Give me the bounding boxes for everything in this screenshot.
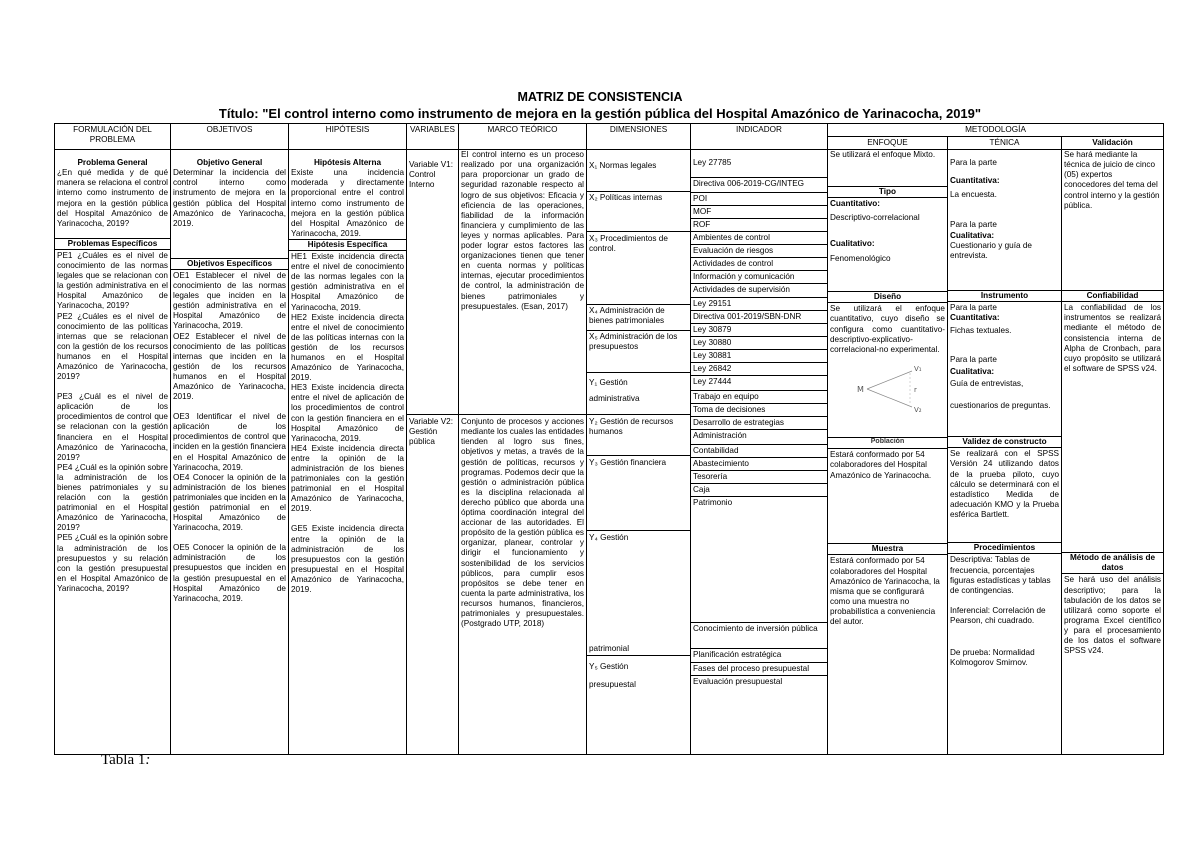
hipotesis-alterna-title: Hipótesis Alterna: [313, 158, 382, 168]
dimension-x3: X₃ Procedimientos de control.: [587, 232, 690, 305]
confiabilidad-title: Confiabilidad: [1062, 290, 1163, 302]
marco-gestion-publica: Conjunto de procesos y acciones mediante los cuales las entidades tienden al logro sus fines, objetivos y metas, a través de la gestión de políticas, recursos y programas. Podemos decir que la gestión o administración pública es la disciplina relacionada al derecho público que aborda una óptima coordinación integral del accionar de las autoridades. El propósito de la gestión pública es organizar, planear, controlar y dirigir el funcionamiento y sostenibilidad de los servicios públicos, para cumplir esos propósitos se debe tener en cuenta la parte administrativa, los recursos humanos, financieros, patrimoniales y presupuestales. (Postgrado UTP, 2018): [461, 417, 584, 629]
indicador-item: Trabajo en equipo: [691, 391, 827, 404]
oe4-text: OE4 Conocer la opinión de la administración de los bienes patrimoniales que inciden en la gestión patrimonial en el Hospital Amazónico de Yarinacocha, 2019.: [173, 472, 286, 533]
instrumento-line7: cuestionarios de preguntas.: [950, 400, 1051, 410]
correlational-design-diagram: [830, 359, 940, 419]
dimension-y4: [587, 531, 690, 656]
validez-title: Validez de constructo: [948, 436, 1061, 448]
indicador-item: Ley 26842: [691, 363, 827, 376]
procedimientos-inferencial: Inferencial: Correlación de Pearson, chi cuadrado.: [950, 605, 1046, 625]
he3-text: HE3 Existe incidencia directa entre el nivel de aplicación de los procedimientos de control con la gestión financiera en el Hospital Amazónico de Yarinacocha, 2019.: [291, 383, 404, 443]
indicador-item: Ley 27444: [691, 376, 827, 391]
pe4-text: PE4 ¿Cuál es la opinión sobre la administración de los bienes patrimoniales y su relación con la gestión patrimonial en el Hospital Amazónico de Yarinacocha, 2019?: [57, 462, 168, 533]
diagram-v2: V₂: [914, 405, 922, 414]
problemas-especificos-title: Problemas Específicos: [55, 238, 170, 250]
objetivo-general-title: Objetivo General: [196, 158, 263, 168]
hipotesis-especifica-title: Hipótesis Específica: [289, 239, 406, 251]
header-hipotesis: HIPÓTESIS: [289, 124, 407, 150]
poblacion-title: Población: [828, 437, 947, 449]
indicador-item: Ley 29151: [691, 298, 827, 311]
poblacion-text: Estará conformado por 54 colaboradores del Hospital Amazónico de Yarinacocha.: [830, 450, 932, 480]
tecnica-line5: Cualitativa:: [950, 230, 995, 240]
oe5-text: OE5 Conocer la opinión de la administración de los presupuestos que inciden en la gestión presupuestal en el Hospital Amazónico de Yarinacocha, 2019.: [173, 543, 286, 603]
dimension-y4-line1: Y₄ Gestión: [589, 533, 629, 543]
he1-text: HE1 Existe incidencia directa entre el nivel de conocimiento de las normas legales con la gestión administrativa en el Hospital Amazónico de Yarinacocha, 2019.: [291, 252, 404, 312]
consistency-matrix-table: [54, 123, 1164, 755]
tecnica-line2: Cuantitativa:: [950, 176, 1000, 186]
enfoque-column: [828, 150, 948, 755]
header-objetivos: OBJETIVOS: [171, 124, 289, 150]
indicador-item: Conocimiento de inversión pública: [691, 623, 827, 649]
diagram-v1: V₁: [914, 364, 922, 373]
dimension-y1-line2: administrativa: [589, 394, 640, 404]
indicador-item: Tesorería: [691, 471, 827, 484]
pe2-text: PE2 ¿Cuáles es el nivel de conocimiento de las políticas internas que se relacionan con la gestión de los recursos humanos en el Hospital Amazónico de Yarinacocha, 2019?: [57, 311, 168, 382]
indicador-item: MOF: [691, 206, 827, 219]
problema-general-text: ¿En qué medida y de qué manera se relaciona el control interno como instrumento de mejora en la gestión pública del Hospital Amazónico de Yarinacocha, 2019?: [57, 168, 168, 228]
procedimientos-block: [948, 554, 1061, 669]
table-caption: [101, 752, 150, 769]
procedimientos-title: Procedimientos: [948, 542, 1061, 554]
validacion-text: Se hará mediante la técnica de juicio de cinco (05) expertos conocedores del tema del control interno y la gestión pública.: [1064, 150, 1160, 210]
header-metodologia: METODOLOGÍA: [828, 124, 1164, 137]
muestra-text: Estará conformado por 54 colaboradores del Hospital Amazónico de Yarinacocha, la misma que se configurará como una muestra no probabilística a conveniencia del autor.: [830, 556, 940, 627]
indicador-item: POI: [691, 193, 827, 206]
indicador-item: Información y comunicación: [691, 271, 827, 284]
dimension-y1-line1: Y₁ Gestión: [589, 378, 628, 388]
header-variables: VARIABLES: [407, 124, 459, 150]
pe1-text: PE1 ¿Cuáles es el nivel de conocimiento de las normas legales que se relacionan con la gestión administrativa en el Hospital Amazónico de Yarinacocha, 2019?: [57, 250, 168, 311]
tipo-cuantitativo-value: Descriptivo-correlacional: [830, 213, 920, 223]
tecnica-block: [948, 150, 1061, 290]
oe1-text: OE1 Establecer el nivel de conocimiento de las normas legales que inciden en la gestión administrativa en el Hospital Amazónico de Yarinacocha, 2019.: [173, 270, 286, 331]
validez-text: Se realizará con el SPSS Versión 24 utilizando datos de la prueba piloto, cuyo cálculo se determinará con el estadístico Medida de adecuación KMO y la Prueba esférica Bartlett.: [950, 449, 1059, 519]
indicador-item: Actividades de supervisión: [691, 284, 827, 298]
instrumento-title: Instrumento: [948, 290, 1061, 302]
indicador-item: Caja: [691, 484, 827, 497]
tipo-cualitativo-value: Fenomenológico: [830, 253, 891, 263]
enfoque-text: Se utilizará el enfoque Mixto.: [830, 150, 936, 160]
dimension-y2: Y₂ Gestión de recursos humanos: [587, 415, 690, 456]
validacion-column: [1062, 150, 1164, 755]
metodo-analisis-text: Se hará uso del análisis descriptivo; para la tabulación de los datos se utilizará como soporte el programa Excel científico y para el procesamiento de los datos el software SPSS v24.: [1064, 575, 1161, 656]
indicador-item: Administración: [691, 430, 827, 445]
instrumento-line6: Guía de entrevistas,: [950, 378, 1024, 388]
dimension-x5: X₅ Administración de los presupuestos: [587, 331, 690, 373]
instrumento-line2: Cuantitativa:: [950, 313, 1000, 323]
indicador-item: Planificación estratégica: [691, 649, 827, 663]
variable-v1: Variable V1: Control Interno: [407, 150, 458, 415]
tipo-title: Tipo: [828, 186, 947, 198]
indicador-item: Toma de decisiones: [691, 404, 827, 417]
variables-column: [407, 150, 459, 755]
hipotesis-alterna-text: Existe una incidencia moderada y directamente proporcional entre el control interno como instrumento de mejora en la gestión pública del Hospital Amazónico de Yarinacocha, 2019.: [291, 168, 404, 238]
diagram-r: r: [914, 385, 917, 394]
tecnica-line3: La encuesta.: [950, 190, 997, 200]
problema-general-title: Problema General: [77, 158, 148, 168]
instrumento-line1: Para la parte: [950, 303, 997, 313]
tipo-cuantitativo-label: Cuantitativo:: [830, 199, 881, 209]
tipo-block: [828, 198, 947, 291]
diseno-block: [828, 303, 947, 437]
metodo-analisis-title: Método de análisis de datos: [1062, 552, 1163, 574]
instrumento-block: [948, 302, 1061, 436]
indicador-item: Evaluación de riesgos: [691, 245, 827, 258]
dimension-y1: [587, 373, 690, 415]
document-title: Título: "El control interno como instrumento de mejora en la gestión pública del Hospital Amazónico de Yarinacocha, 2019": [218, 106, 982, 121]
indicador-item: Ley 30881: [691, 350, 827, 363]
dimension-y4-line2: patrimonial: [589, 644, 630, 654]
indicador-item: Directiva 006-2019-CG/INTEG: [691, 178, 827, 193]
indicador-item: ROF: [691, 219, 827, 232]
tecnica-line4: Para la parte: [950, 220, 997, 230]
objetivos-column: [171, 150, 289, 755]
indicador-item: Ley 30879: [691, 324, 827, 337]
matrix-heading: MATRIZ DE CONSISTENCIA: [517, 90, 683, 104]
objetivo-general-text: Determinar la incidencia del control interno como instrumento de mejora en la gestión pública del Hospital Amazónico de Yarinacocha, 2019.: [173, 168, 286, 228]
indicador-item: Evaluación presupuestal: [693, 677, 783, 687]
dimension-x4: X₄ Administración de bienes patrimoniales: [587, 305, 690, 331]
header-tecnica: TÉNICA: [948, 137, 1062, 150]
hipotesis-column: [289, 150, 407, 755]
dimensiones-column: [587, 150, 691, 755]
indicador-item: Ley 30880: [691, 337, 827, 350]
pe3-text: PE3 ¿Cuál es el nivel de aplicación de los procedimientos de control que se relacionan con la gestión financiera en el Hospital Amazónico de Yarinacocha, 2019?: [57, 392, 168, 462]
dimension-y3: Y₃ Gestión financiera: [587, 456, 690, 531]
indicador-item: Ley 27785: [691, 150, 827, 178]
indicador-item: Contabilidad: [691, 445, 827, 458]
diagram-m: M: [857, 384, 864, 394]
he4-text: HE4 Existe incidencia directa entre la opinión de la administración de los bienes patrimoniales con la gestión patrimonial en el Hospital Amazónico de Yarinacocha, 2019.: [291, 443, 404, 514]
header-marco: MARCO TEÓRICO: [459, 124, 587, 150]
oe2-text: OE2 Establecer el nivel de conocimiento de las políticas internas que inciden en la gestión de los recursos humanos en el Hospital Amazónico de Yarinacocha, 2019.: [173, 331, 286, 402]
instrumento-line5: Cualitativa:: [950, 366, 995, 376]
muestra-title: Muestra: [828, 543, 947, 555]
tecnica-column: [948, 150, 1062, 755]
indicador-item: Abastecimiento: [691, 458, 827, 471]
problema-column: [55, 150, 171, 755]
indicador-item: Actividades de control: [691, 258, 827, 271]
dimension-y5: [587, 656, 690, 690]
confiabilidad-text: La confiabilidad de los instrumentos se realizará mediante el método de consistencia interna de Alpha de Cronbach, para cuyo propósito se utilizará el software de SPSS v24.: [1064, 303, 1161, 373]
tipo-cualitativo-label: Cualitativo:: [830, 239, 875, 249]
caption-colon: :: [145, 752, 151, 768]
tecnica-line6: Cuestionario y guía de entrevista.: [950, 240, 1032, 260]
variable-v2: Variable V2: Gestión pública: [409, 417, 453, 447]
indicador-item: Desarrollo de estrategias: [691, 417, 827, 430]
header-validacion: Validación: [1062, 137, 1164, 150]
header-dimensiones: DIMENSIONES: [587, 124, 691, 150]
indicador-list: [691, 150, 827, 689]
marco-column: [459, 150, 587, 755]
he2-text: HE2 Existe incidencia directa entre el nivel de conocimiento de las políticas internas con la gestión de los recursos humanos en el Hospital Amazónico de Yarinacocha, 2019.: [291, 312, 404, 383]
oe3-text: OE3 Identificar el nivel de aplicación de los procedimientos de control que inciden en la gestión financiera en el Hospital Amazónico de Yarinacocha, 2019.: [173, 412, 286, 472]
header-indicador: INDICADOR: [691, 124, 828, 150]
dimension-y5-line2: presupuestal: [589, 680, 636, 690]
indicador-item: Fases del proceso presupuestal: [691, 663, 827, 676]
ge5-text: GE5 Existe incidencia directa entre la opinión de la administración de los presupuestos con la gestión presupuestal en el Hospital Amazónico de Yarinacocha, 2019.: [291, 524, 404, 595]
diseno-title: Diseño: [828, 291, 947, 303]
dimension-x2: X₂ Políticas internas: [587, 192, 690, 232]
caption-label: Tabla 1: [101, 752, 146, 768]
header-formulacion: FORMULACIÓN DEL PROBLEMA: [55, 124, 171, 150]
indicador-item: Ambientes de control: [691, 232, 827, 245]
pe5-text: PE5 ¿Cuál es la opinión sobre la administración de los presupuestos y su relación con la gestión presupuestal en el Hospital Amazónico de Yarinacocha, 2019?: [57, 533, 168, 593]
dimension-y5-line1: Y₅ Gestión: [589, 662, 629, 672]
header-enfoque: ENFOQUE: [828, 137, 948, 150]
procedimientos-prueba: De prueba: Normalidad Kolmogorov Smirnov.: [950, 648, 1035, 668]
objetivos-especificos-title: Objetivos Específicos: [171, 258, 288, 270]
diseno-text: Se utilizará el enfoque cuantitativo, cuyo diseño se configura como cuantitativo-descriptivo-explicativo-correlacional-no experimental.: [830, 304, 945, 354]
indicador-item: Directiva 001-2019/SBN-DNR: [691, 311, 827, 324]
tecnica-line1: Para la parte: [950, 158, 997, 168]
instrumento-line4: Para la parte: [950, 354, 997, 364]
indicador-item: Patrimonio: [691, 497, 827, 623]
marco-control-interno: El control interno es un proceso realizado por una organización para proporcionar un grado de seguridad razonable respecto al logro de sus objetivos: Eficacia y eficiencia de las operaciones, fiabilidad de la información financiera y cumplimiento de las leyes y normas aplicables. Para poder lograr estos factores las organizaciones tienen que tener en cuenta normas y políticas internas, ejecutar procedimientos de control, la administración de bienes patrimoniales y presupuestales. (Esan, 2017): [459, 150, 586, 415]
dimension-x1: X₁ Normas legales: [587, 150, 690, 192]
instrumento-line3: Fichas textuales.: [950, 326, 1012, 336]
indicador-column: [691, 150, 828, 755]
procedimientos-descriptiva: Descriptiva: Tablas de frecuencia, porcentajes figuras estadísticas y tablas de contingencias.: [950, 555, 1051, 595]
